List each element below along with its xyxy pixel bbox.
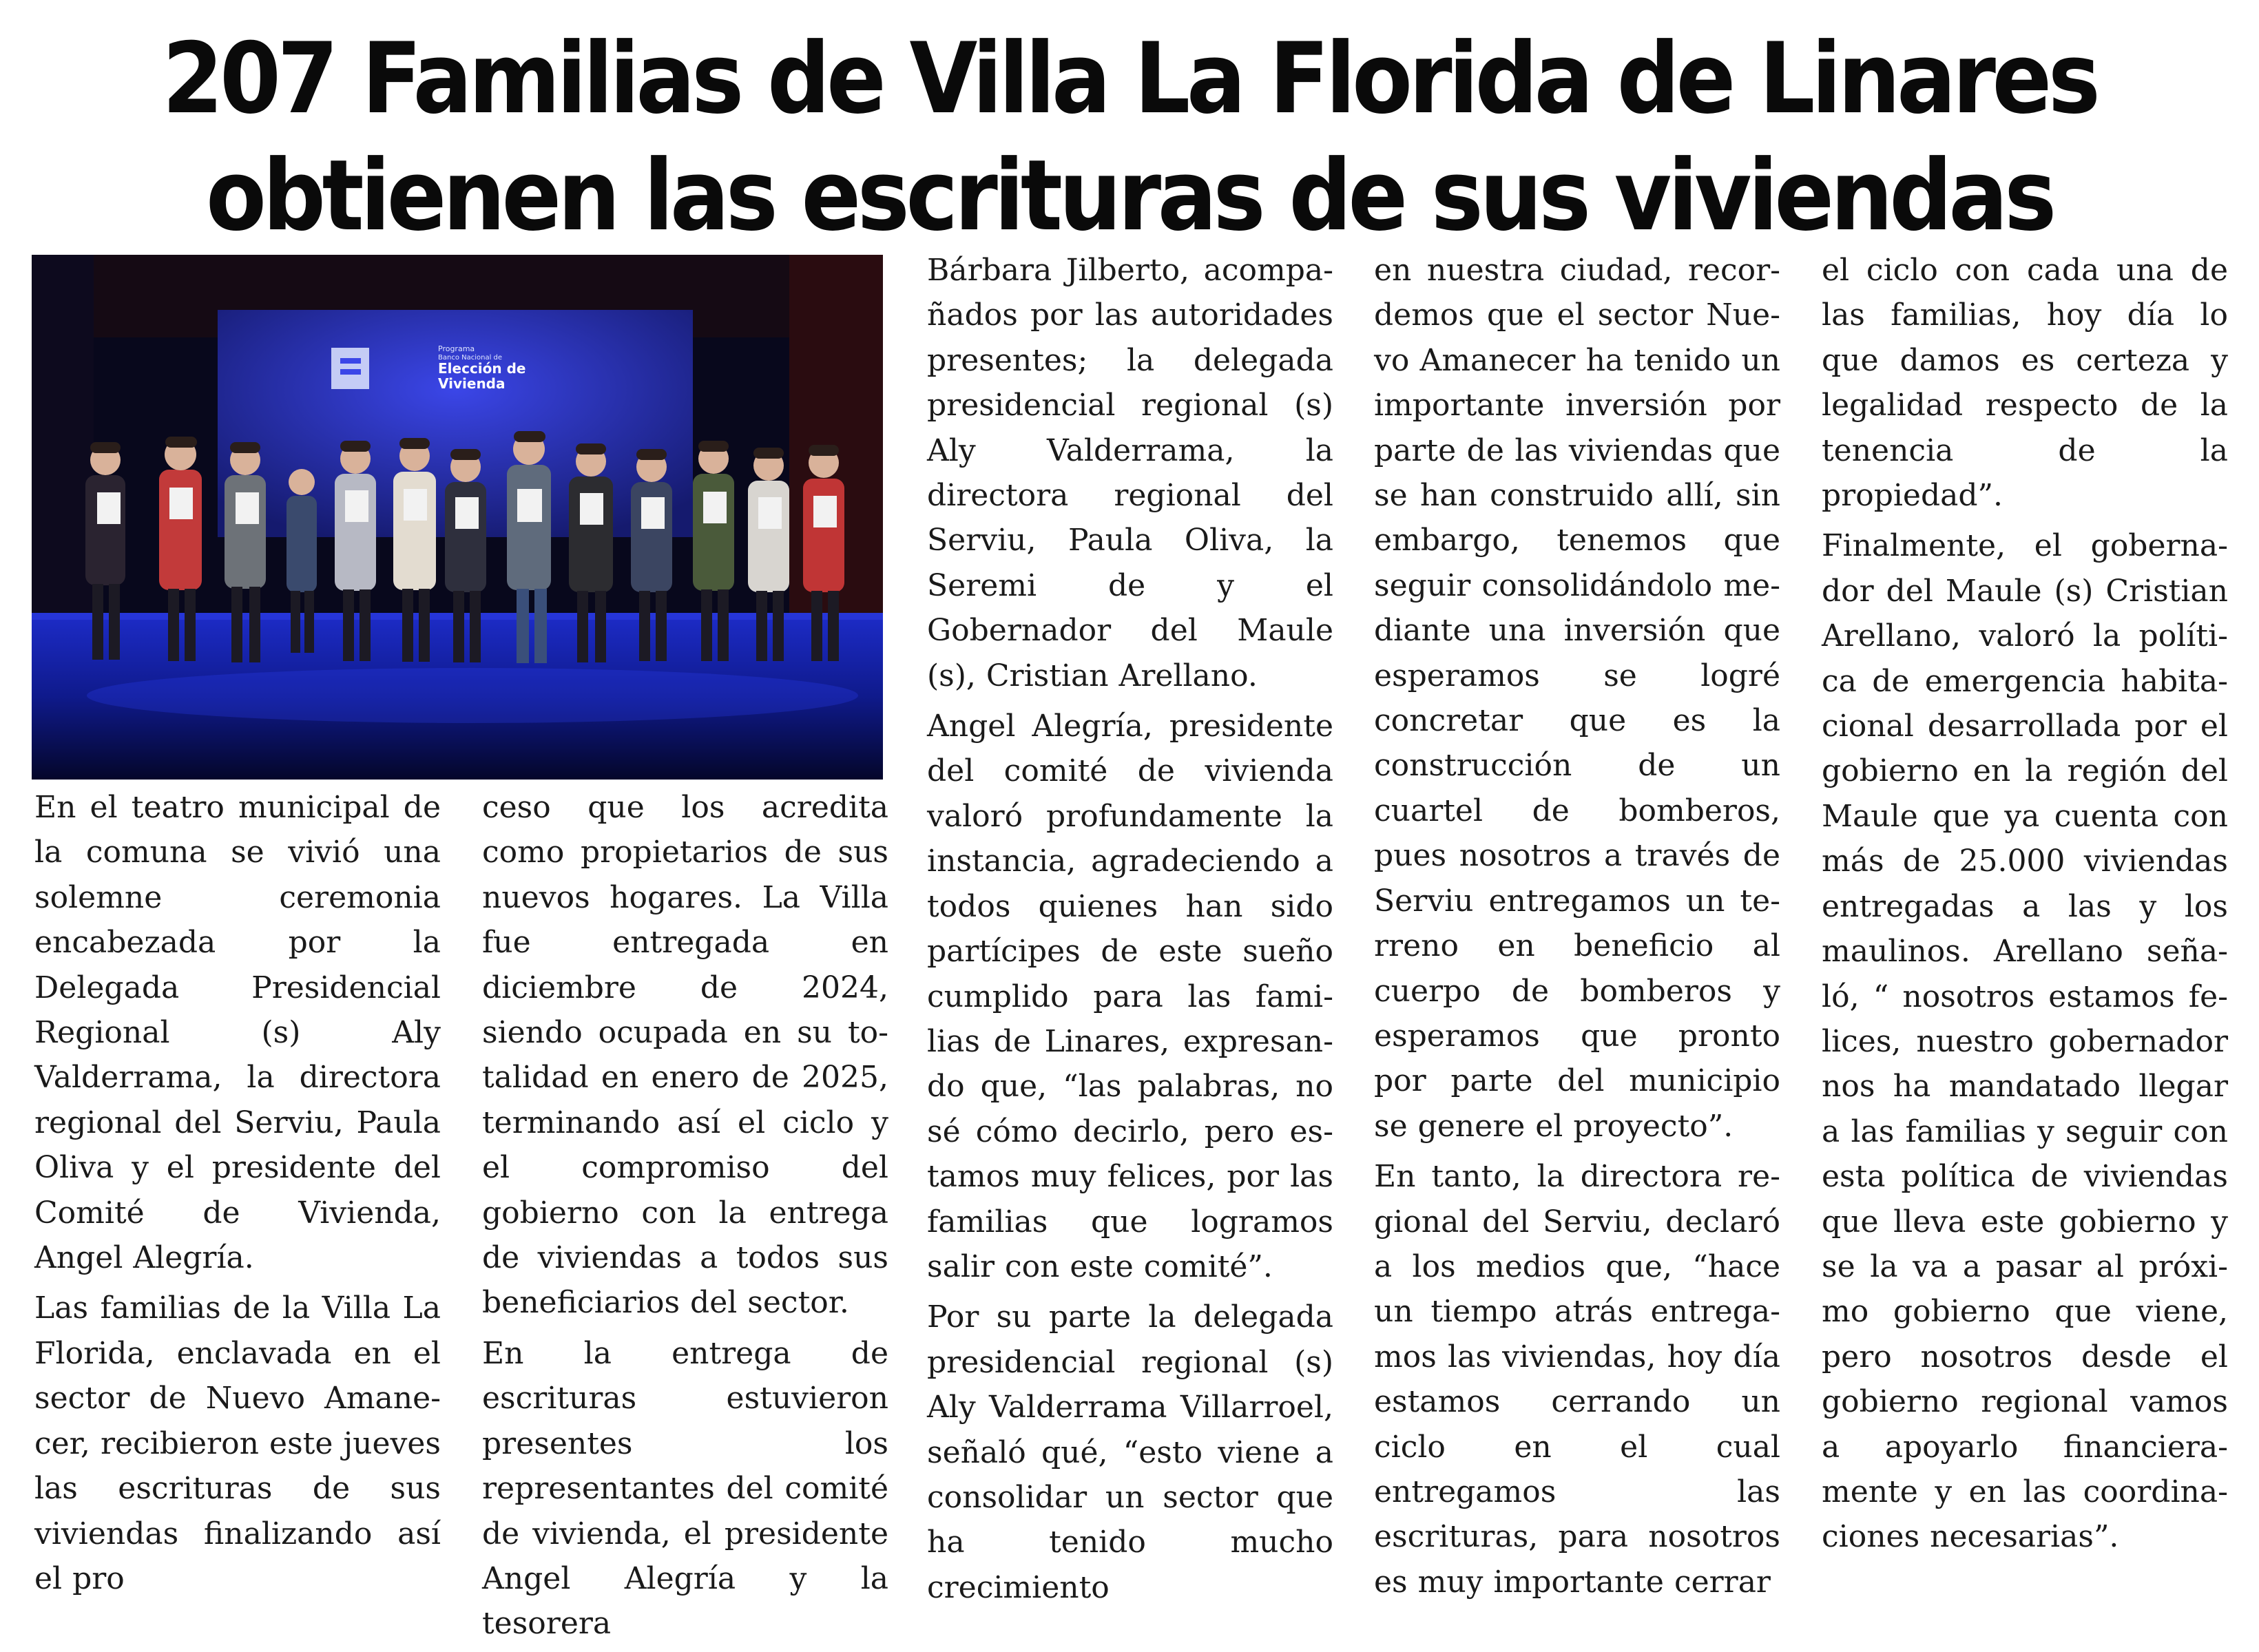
paragraph: en nuestra ciudad, recordemos que el sector Nuevo Amanecer ha tenido un importante inversión por parte de las viviendas que se han construido allí, sin embargo, tenemos que seguir consolidándolo mediante una inversión que esperamos se logré concretar que es la construcción de un cuartel de bomberos, pues nosotros a través de Serviu entregamos un terreno en beneficio al cuerpo de bomberos y esperamos que pronto por parte del municipio se genere el proyecto”. — [1374, 253, 1780, 1144]
paragraph: Bárbara Jilberto, acompañados por las autoridades presentes; la delegada presidencial regional (s) Aly Valderrama, la directora regional del Serviu, Paula Oliva, la Seremi de y el Gobernador del Maule (s), Cristian Arellano. — [927, 253, 1333, 693]
paragraph: ceso que los acredita como propietarios de sus nuevos hogares. La Villa fue entregada en diciembre de 2024, siendo ocupada en su totalidad en enero de 2025, terminando así el ciclo y el compromiso del gobierno con la entrega de viviendas a todos sus beneficiarios del sector. — [482, 790, 888, 1321]
screen-text-4: Vivienda — [438, 375, 506, 392]
article-column-4 — [1374, 248, 1780, 1610]
paragraph: En el teatro municipal de la comuna se vivió una solemne ceremonia encabezada por la Delegada Presidencial Regional (s) Aly Valderrama, la directora regional del Serviu, Paula Oliva y el presidente del Comité de Vivienda, Angel Alegría. — [34, 790, 441, 1276]
paragraph: En tanto, la directora regional del Serviu, declaró a los medios que, “hace un tiempo atrás entregamos las viviendas, hoy día estamos cerrando un ciclo en el cual entregamos las escrituras, para nosotros es muy importante cerrar — [1374, 1159, 1780, 1600]
paragraph: el ciclo con cada una de las familias, hoy día lo que damos es certeza y legalidad respecto de la tenencia de la propiedad”. — [1822, 253, 2228, 514]
paragraph: Finalmente, el gobernador del Maule (s) Cristian Arellano, valoró la política de emergencia habitacional desarrollada por el gobierno en la región del Maule que ya cuenta con más de 25.000 viviendas entregadas a las y los maulinos. Arellano señaló, “ nosotros estamos felices, nuestro gobernador nos ha mandatado llegar a las familias y seguir con esta política de viviendas que lleva este gobierno y se la va a pasar al próximo gobierno que viene, pero nosotros desde el gobierno regional vamos a apoyarlo financieramente y en las coordinaciones necesarias”. — [1822, 528, 2228, 1555]
paragraph: Las familias de la Villa La Florida, enclavada en el sector de Nuevo Amanecer, recibieron este jueves las escrituras de sus viviendas finalizando así el pro — [34, 1290, 441, 1596]
article-column-3 — [927, 248, 1333, 1616]
paragraph: En la entrega de escrituras estuvieron presentes los representantes del comité de vivienda, el presidente Angel Alegría y la tesorera — [482, 1335, 888, 1642]
article-column-2 — [482, 785, 888, 1652]
screen-text-1: Programa — [438, 344, 475, 353]
paragraph: Angel Alegría, presidente del comité de vivienda valoró profundamente la instancia, agradeciendo a todos quienes han sido partícipes de este sueño cumplido para las familias de Linares, expresando que, “las palabras, no sé cómo decirlo, pero estamos muy felices, por las familias que logramos salir con este comité”. — [927, 709, 1333, 1284]
article-column-5 — [1822, 248, 2228, 1565]
screen-text-3: Elección de — [438, 360, 526, 377]
screen-text-2: Banco Nacional de — [438, 354, 503, 362]
headline: 207 Familias de Villa La Florida de Linares obtienen las escrituras de sus viviendas — [162, 22, 2097, 253]
article-photo — [32, 255, 883, 780]
article-column-1 — [34, 785, 441, 1607]
paragraph: Por su parte la delegada presidencial regional (s) Aly Valderrama Villarroel, señaló qué, “esto viene a consolidar un sector que ha tenido mucho crecimiento — [927, 1299, 1333, 1605]
